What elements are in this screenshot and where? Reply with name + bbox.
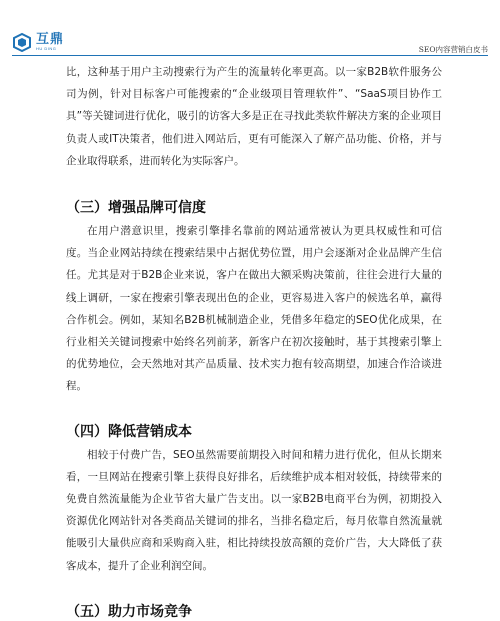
section-heading-3: （三）增强品牌可信度 (66, 200, 206, 217)
section-paragraph-3: 在用户潜意识里，搜索引擎排名靠前的网站通常被认为更具权威性和可信度。当企业网站持续在搜索结果中占据优势位置，用户会逐渐对企业品牌产生信任。尤其是对于B2B企业来说，客户在做出大额采购决策前，往往会进行大量的线上调研，一家在搜索引擎表现出色的企业，更容易进入客户的候选名单，赢得合作机会。例如，某知名B2B机械制造企业，凭借多年稳定的SEO优化成果，在行业相关关键词搜索中始终名列前茅，新客户在初次接触时，基于其搜索引擎上的优势地位，会天然地对其产品质量、技术实力抱有较高期望，加速合作洽谈进程。 (66, 225, 442, 393)
section-paragraph-4: 相较于付费广告，SEO虽然需要前期投入时间和精力进行优化，但从长期来看，一旦网站在搜索引擎上获得良好排名，后续维护成本相对较低，持续带来的免费自然流量能为企业节省大量广告支出。以一家B2B电商平台为例，初期投入资源优化网站针对各类商品关键词的排名，当排名稳定后，每月依靠自然流量就能吸引大量供应商和采购商入驻，相比持续投放高额的竞价广告，大大降低了获客成本，提升了企业利润空间。 (66, 448, 442, 572)
header-divider (12, 55, 488, 56)
document-title: SEO内容营销白皮书 (418, 45, 488, 54)
document-body (66, 61, 442, 621)
company-logo (12, 31, 64, 53)
paragraph-continued: 比，这种基于用户主动搜索行为产生的流量转化率更高。以一家B2B软件服务公司为例，针对目标客户可能搜索的“企业级项目管理软件”、“SaaS项目协作工具”等关键词进行优化，吸引的访客大多是正在寻找此类软件解决方案的企业项目负责人或IT决策者，他们进入网站后，更有可能深入了解产品功能、价格，并与企业取得联系，进而转化为实际客户。 (66, 66, 442, 167)
logo-name-cn: 互鼎 (36, 32, 65, 47)
section-heading-4: （四）降低营销成本 (66, 423, 192, 440)
page-header (0, 0, 500, 56)
logo-mark-icon (12, 32, 32, 52)
logo-name-en: HU DING (36, 46, 57, 51)
section-heading-5: （五）助力市场竞争 (66, 603, 192, 620)
